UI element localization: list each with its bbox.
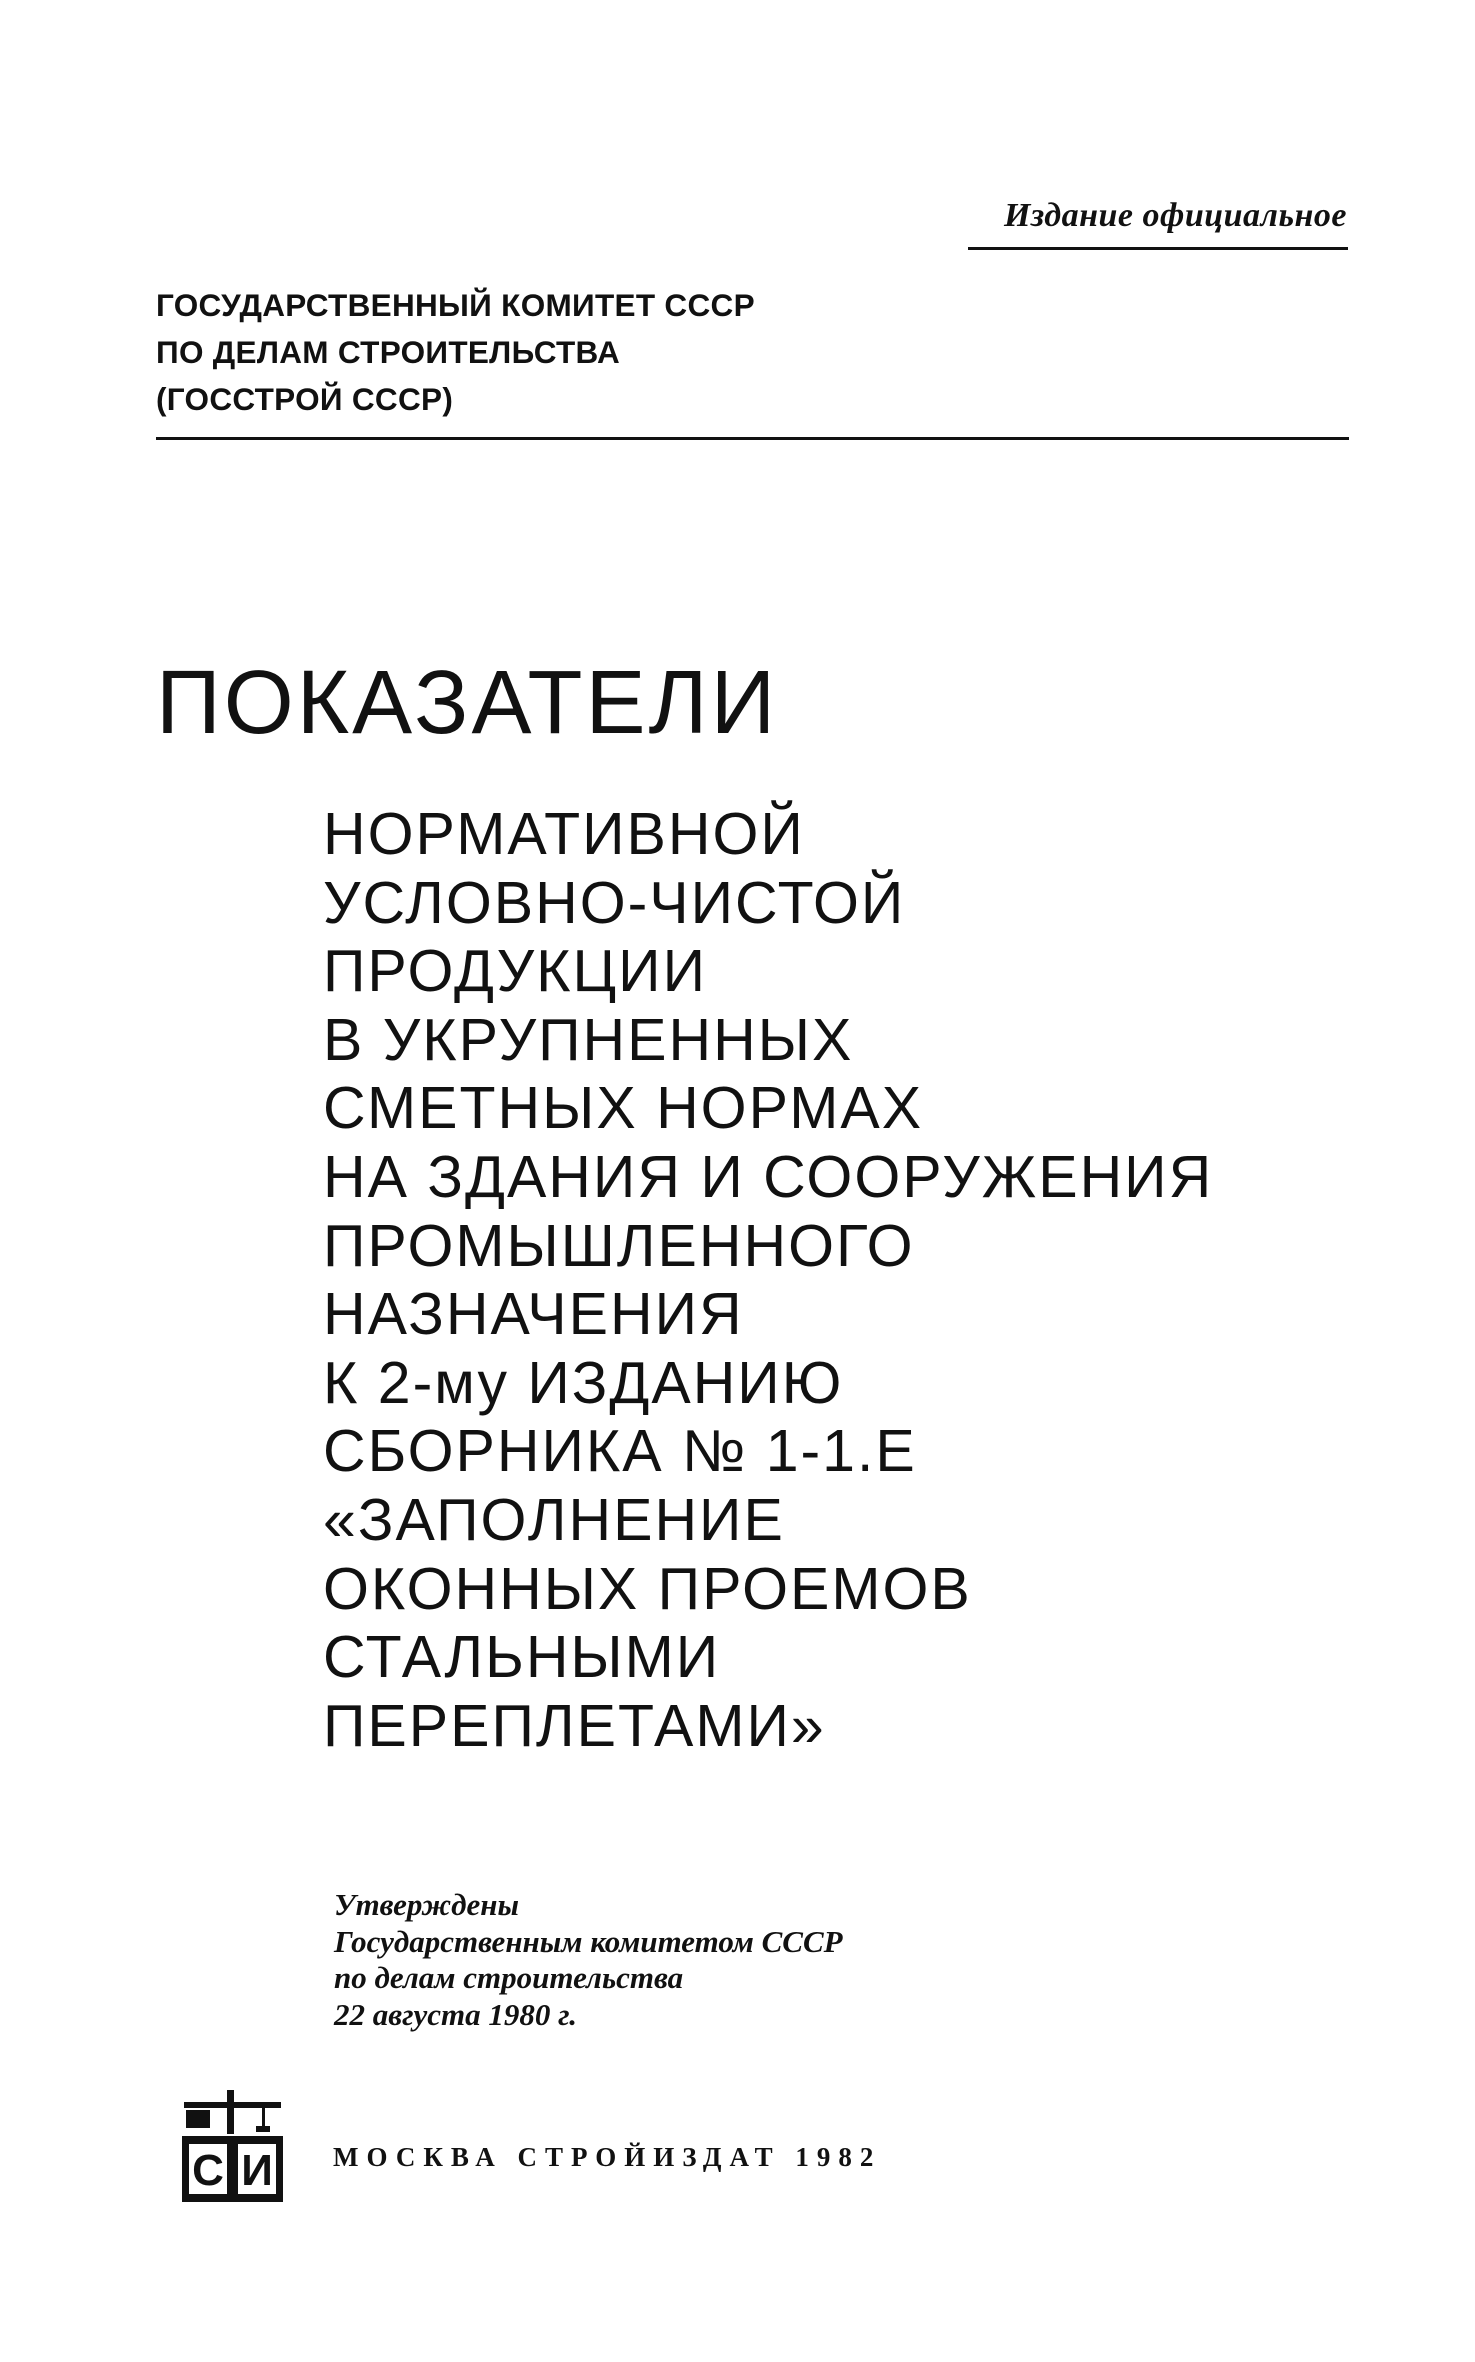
issuer-line: (ГОССТРОЙ СССР) (156, 381, 454, 417)
issuer-divider (156, 437, 1349, 440)
subtitle-line: НОРМАТИВНОЙ (323, 801, 805, 867)
subtitle-line: СБОРНИКА № 1-1.Е (323, 1418, 917, 1485)
edition-label: Издание официальное (1003, 197, 1347, 234)
approval-note (334, 1887, 843, 2033)
subtitle-line: «ЗАПОЛНЕНИЕ (323, 1486, 785, 1553)
document-title: ПОКАЗАТЕЛИ (156, 653, 779, 753)
approval-line: по делам строительства (334, 1960, 684, 1995)
subtitle-line: В УКРУПНЕННЫХ (323, 1006, 854, 1073)
subtitle-line: СМЕТНЫХ НОРМАХ (323, 1075, 924, 1142)
subtitle-line: УСЛОВНО-ЧИСТОЙ (323, 869, 906, 936)
subtitle-line: ПРОМЫШЛЕННОГО (323, 1212, 915, 1279)
approval-line: Государственным комитетом СССР (334, 1923, 843, 1959)
subtitle-line: ОКОННЫХ ПРОЕМОВ (323, 1555, 972, 1622)
issuer-block (156, 282, 755, 423)
document-subtitle (323, 800, 1213, 1760)
subtitle-line: К 2-му ИЗДАНИЮ (323, 1349, 844, 1416)
issuer-line: ГОСУДАРСТВЕННЫЙ КОМИТЕТ СССР (156, 287, 755, 323)
approval-line: Утверждены (334, 1887, 520, 1922)
subtitle-line: СТАЛЬНЫМИ (323, 1624, 721, 1691)
approval-line: 22 августа 1980 г. (334, 1996, 577, 2032)
logo-letter-i: И (241, 2146, 273, 2195)
logo-letter-c: С (192, 2146, 224, 2195)
subtitle-line: ПРОДУКЦИИ (323, 938, 707, 1005)
publisher-logo-icon (180, 2088, 285, 2204)
issuer-line: ПО ДЕЛАМ СТРОИТЕЛЬСТВА (156, 334, 621, 370)
subtitle-line: НА ЗДАНИЯ И СООРУЖЕНИЯ (323, 1143, 1214, 1210)
subtitle-line: ПЕРЕПЛЕТАМИ» (323, 1692, 826, 1759)
subtitle-line: НАЗНАЧЕНИЯ (323, 1281, 744, 1348)
imprint: МОСКВА СТРОЙИЗДАТ 1982 (333, 2142, 882, 2172)
edition-underline (968, 247, 1348, 250)
